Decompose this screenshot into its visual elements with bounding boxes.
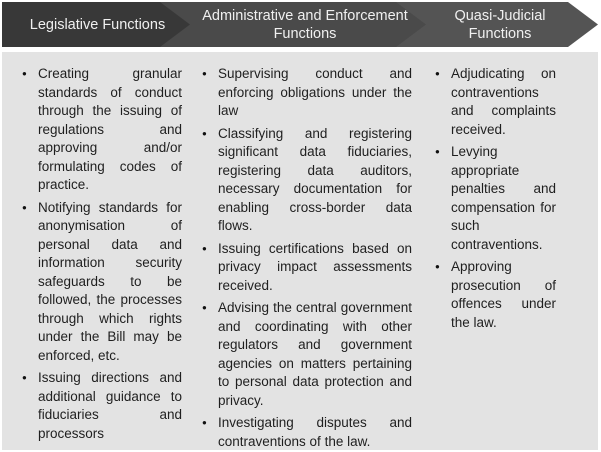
list-item xyxy=(202,299,412,410)
list-item-text: Notifying standards for anonymisation of personal data and information security safeguards to be followed, the processes through which rights under the Bill may be enforced, etc. xyxy=(38,199,182,363)
bullet-icon: ● xyxy=(435,69,440,78)
list-item-text: Advising the central government and coordinating with other regulators and government agencies on matters pertaining to personal data protection and privacy. xyxy=(218,300,412,408)
bullet-icon: ● xyxy=(22,202,27,212)
list-item xyxy=(435,65,556,139)
column-administrative xyxy=(192,65,424,450)
list-item xyxy=(22,369,182,443)
bullet-icon: ● xyxy=(202,128,207,138)
bullet-icon: ● xyxy=(202,69,207,78)
list-item-text: Issuing certifications based on privacy impact assessments received. xyxy=(218,240,412,293)
bullet-icon: ● xyxy=(202,243,207,253)
list-item xyxy=(435,143,556,254)
bullet-icon: ● xyxy=(202,303,207,312)
list-item xyxy=(22,199,182,366)
bullet-icon: ● xyxy=(435,147,440,156)
list-item-text: Creating granular standards of conduct through the issuing of regulations and approving and/or formulating codes of practice. xyxy=(38,66,182,192)
list-item xyxy=(22,65,182,195)
bullet-icon: ● xyxy=(22,69,27,78)
content-area xyxy=(2,52,598,450)
list-item-text: Levying appropriate penalties and compensation for such contraventions. xyxy=(451,144,556,252)
list-item xyxy=(202,65,412,121)
list-item-text: Adjudicating on contraventions and complaints received. xyxy=(451,66,556,137)
list-item xyxy=(202,414,412,451)
bullet-icon: ● xyxy=(22,373,27,382)
chevron-banner xyxy=(2,2,598,47)
banner-label-quasi-judicial: Quasi-Judicial Functions xyxy=(454,7,546,42)
list-item xyxy=(202,240,412,296)
banner-label-legislative: Legislative Functions xyxy=(29,16,166,33)
list-item-text: Issuing directions and additional guidance to fiduciaries and processors xyxy=(38,370,182,441)
list-item xyxy=(202,125,412,236)
list-item-text: Supervising conduct and enforcing obligations under the law xyxy=(218,66,412,118)
bullet-icon: ● xyxy=(435,262,440,271)
banner-label-administrative: Administrative and Enforcement Functions xyxy=(202,7,408,42)
list-item xyxy=(435,258,556,332)
list-item-text: Approving prosecution of offences under the law. xyxy=(451,259,556,330)
column-quasi-judicial xyxy=(424,65,598,450)
column-legislative xyxy=(2,65,192,450)
list-item-text: Investigating disputes and contraventions of the law. xyxy=(218,415,412,449)
list-item-text: Classifying and registering significant data fiduciaries, registering data auditors, necessary documentation for enabling cross-border data flows. xyxy=(218,125,412,233)
bullet-icon: ● xyxy=(202,418,207,427)
